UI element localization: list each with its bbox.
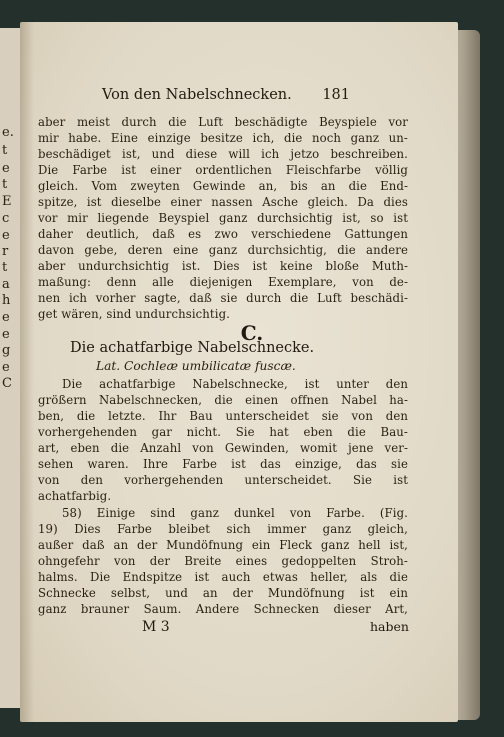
text-line: maßung: denn alle diejenigen Exemplare, von de-	[38, 275, 408, 289]
text-line: achatfarbig.	[38, 489, 112, 503]
text-line: 58) Einige sind ganz dunkel von Farbe. (Fig.	[62, 506, 408, 520]
text-line: get wären, sind undurchsichtig.	[38, 307, 230, 321]
text-line: davon gebe, deren eine ganz durchsichtig, die andere	[38, 243, 408, 257]
left-page-glyph: e	[2, 327, 10, 342]
page-gutter	[20, 22, 34, 722]
catchword: haben	[370, 619, 409, 634]
left-page-glyph: e	[2, 360, 10, 375]
text-line: von den vorhergehenden unterscheidet. Sie ist	[38, 473, 408, 487]
left-page-glyph: E	[2, 194, 12, 209]
text-line: aber undurchsichtig ist. Dies ist keine bloße Muth-	[38, 259, 408, 273]
running-title: Von den Nabelschnecken.	[102, 87, 292, 103]
text-line: ganz brauner Saum. Andere Schnecken dieser Art,	[38, 602, 408, 616]
left-page-glyph: t	[2, 143, 8, 158]
text-line: vor mir liegende Beyspiel ganz durchsichtig ist, so ist	[38, 211, 408, 225]
text-line: vorhergehenden gar nicht. Sie hat eben die Bau-	[38, 425, 408, 439]
left-page-glyph: e.	[2, 125, 14, 140]
left-page-glyph: e	[2, 228, 10, 243]
text-line: sehen waren. Ihre Farbe ist das einzige, das sie	[38, 457, 408, 471]
running-header	[102, 87, 350, 107]
signature-mark: M 3	[142, 619, 170, 635]
text-line: spitze, ist dieselbe einer nassen Asche gleich. Da dies	[38, 195, 408, 209]
text-line: Die achatfarbige Nabelschnecke, ist unter den	[62, 377, 408, 391]
left-page-glyph: C	[2, 376, 12, 391]
left-page-glyph: t	[2, 177, 8, 192]
left-page-glyph: g	[2, 343, 11, 358]
text-line: mir habe. Eine einzige besitze ich, die noch ganz un-	[38, 131, 408, 145]
text-line: gleich. Vom zweyten Gewinde an, bis an die End-	[38, 179, 408, 193]
text-line: Schnecke selbst, und an der Mundöfnung ist ein	[38, 586, 408, 600]
section-letter: C.	[240, 321, 264, 345]
text-line: halms. Die Endspitze ist auch etwas heller, als die	[38, 570, 408, 584]
text-line: aber meist durch die Luft beschädigte Beyspiele vor	[38, 115, 408, 129]
left-page-glyph: a	[2, 277, 10, 292]
left-page-glyph: e	[2, 310, 10, 325]
text-line: beschädiget ist, und diese will ich jetzo beschreiben.	[38, 147, 408, 161]
section-title: Die achatfarbige Nabelschnecke.	[70, 340, 315, 356]
latin-name: Lat. Cochleæ umbilicatæ fuscæ.	[96, 359, 296, 373]
page-number: 181	[322, 87, 350, 103]
text-line: außer daß an der Mundöfnung ein Fleck ganz hell ist,	[38, 538, 408, 552]
text-line: Die Farbe ist einer ordentlichen Fleischfarbe völlig	[38, 163, 408, 177]
left-page-glyph: h	[2, 293, 11, 308]
text-line: ben, die letzte. Ihr Bau unterscheidet sie von den	[38, 409, 408, 423]
left-page-glyph: t	[2, 260, 8, 275]
text-line: 19) Dies Farbe bleibet sich immer ganz gleich,	[38, 522, 408, 536]
left-page-glyph: e	[2, 161, 10, 176]
left-page-glyph: c	[2, 211, 10, 226]
text-line: größern Nabelschnecken, die einen offnen Nabel ha-	[38, 393, 408, 407]
text-line: nen ich vorher sagte, daß sie durch die Luft beschädi-	[38, 291, 408, 305]
text-line: art, eben die Anzahl von Gewinden, womit jene ver-	[38, 441, 408, 455]
text-line: daher deutlich, daß es zwo verschiedene Gattungen	[38, 227, 408, 241]
left-page-glyph: r	[2, 244, 9, 259]
text-line: ohngefehr von der Breite eines gedoppelten Stroh-	[38, 554, 408, 568]
